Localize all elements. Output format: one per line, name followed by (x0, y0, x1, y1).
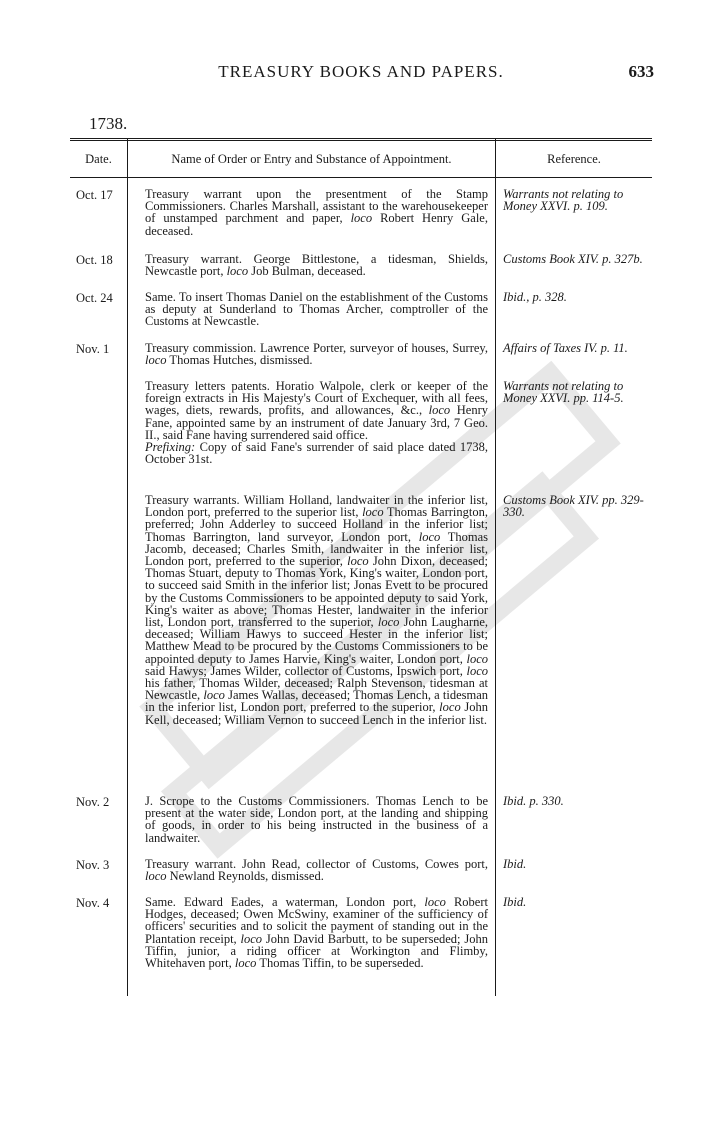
reference-text: Ibid. p. 330. (503, 794, 564, 808)
loco-word: loco (424, 895, 446, 909)
column-header-date: Date. (85, 152, 112, 166)
entry-text: Treasury commission. Lawrence Porter, surveyor of houses, Surrey, loco Thomas Hutches, dismissed. (145, 341, 488, 368)
loco-word: loco (418, 529, 441, 544)
entry-text: Treasury warrant. George Bittlestone, a tidesman, Shields, Newcastle port, loco Job Bulman, deceased. (145, 252, 488, 279)
table-top-rule (70, 138, 652, 139)
entry-prefix-paragraph (145, 441, 488, 465)
running-title: TREASURY BOOKS AND PAPERS. (218, 62, 504, 81)
reference-text: Customs Book XIV. p. 327b. (503, 252, 643, 266)
reference-text: Warrants not relating to Money XXVI. pp. 114-5. (503, 379, 624, 406)
entry-reference (503, 380, 653, 404)
loco-word: loco (240, 931, 263, 946)
entry-reference (503, 291, 653, 303)
loco-word: loco (145, 353, 167, 368)
entry-paragraph: Treasury letters patents. Horatio Walpole, clerk or keeper of the foreign extracts in His Majesty's Court of Exchequer, with all fees, wages, diets, rewards, profits, and allowances, &c., loco Henry Fane, appointed same by an instrument of date January 3rd, 7 Geo. II., said Fane having surrendered said office. (145, 379, 488, 442)
loco-word: loco (203, 688, 225, 703)
entry-reference (503, 188, 653, 212)
loco-word: loco (439, 700, 461, 715)
entry-reference (503, 494, 653, 518)
column-divider-date (127, 139, 128, 996)
running-head (0, 62, 722, 86)
loco-word: loco (226, 264, 249, 279)
page-number: 633 (628, 62, 654, 81)
entry-date: Nov. 4 (76, 896, 110, 910)
loco-word: loco (347, 554, 369, 569)
entry-reference (503, 795, 653, 807)
loco-word: loco (466, 663, 488, 678)
entry-date: Oct. 18 (76, 253, 113, 267)
loco-word: loco (362, 505, 384, 520)
entry-reference (503, 858, 653, 870)
reference-text: Ibid., p. 328. (503, 290, 567, 304)
table-header-rule (70, 177, 652, 178)
prefix-label: Prefixing: (145, 440, 196, 455)
reference-text: Ibid. (503, 895, 527, 909)
entry-text: J. Scrope to the Customs Commissioners. Thomas Lench to be present at the water side, London port, at the landing and shipping of goods, in order to his being instructed in the business of a landwaiter. (145, 794, 488, 845)
year-heading: 1738. (89, 114, 128, 133)
loco-word: loco (377, 615, 400, 630)
loco-word: loco (350, 211, 373, 226)
column-header-name: Name of Order or Entry and Substance of Appointment. (171, 152, 452, 166)
entry-date: Nov. 2 (76, 795, 110, 809)
column-divider-reference (495, 139, 496, 996)
entry-text: Treasury warrant. John Read, collector of Customs, Cowes port, loco Newland Reynolds, dismissed. (145, 857, 488, 884)
entry-date: Oct. 17 (76, 188, 113, 202)
reference-text: Warrants not relating to Money XXVI. p. 109. (503, 187, 624, 214)
prefix-text: Copy of said Fane's surrender of said place dated 1738, October 31st. (145, 440, 489, 467)
column-header-reference: Reference. (547, 152, 601, 166)
entry-text: Same. Edward Eades, a waterman, London port, loco Robert Hodges, deceased; Owen McSwiny, examiner of the sufficiency of officers' securities and to solicit the payment of standing out in the Plantation receipt, loco John David Barbutt, to be superseded; John Tiffin, junior, a riding officer at Workington and Flimby, Whitehaven port, loco Thomas Tiffin, to be superseded. (145, 895, 488, 971)
loco-word: loco (145, 869, 167, 884)
loco-word: loco (466, 651, 488, 666)
entry-text: Same. To insert Thomas Daniel on the establishment of the Customs as deputy at Sunderland to Thomas Archer, comptroller of the Customs at Newcastle. (145, 290, 488, 329)
entry-reference (503, 342, 653, 354)
table-top-rule-double (70, 140, 652, 141)
entry-text: Treasury warrant upon the presentment of the Stamp Commissioners. Charles Marshall, assistant to the warehousekeeper of unstamped parchment and paper, loco Robert Henry Gale, deceased. (145, 187, 488, 238)
entry-date: Nov. 1 (76, 342, 110, 356)
entry-reference (503, 896, 653, 908)
loco-word: loco (234, 956, 257, 971)
entry-reference (503, 253, 653, 265)
entry-text: Treasury warrants. William Holland, landwaiter in the inferior list, London port, preferred to the superior list, loco Thomas Barrington, preferred; John Adderley to succeed Holland in the inferior list; Thomas Barrington, land surveyor, London port, loco Thomas Jacomb, deceased; Charles Smith, landwaiter in the inferior list, London port, preferred to the superior, loco John Dixon, deceased; Thomas Stuart, deputy to Thomas York, King's waiter, London port, to succeed said Smith in the inferior list; Jonas Evett to be procured by the Customs Commissioners to be appointed deputy to said York, King's waiter as above; Thomas Hester, landwaiter in the inferior list, London port, transferred to the superior, loco John Laugharne, deceased; William Hawys to succeed Hester in the inferior list; Matthew Mead to be procured by the Customs Commissioners to be appointed deputy to James Harvie, King's waiter, London port, loco said Hawys; James Wilder, collector of Customs, Ipswich port, loco his father, Thomas Wilder, deceased; Ralph Stevenson, tidesman at Newcastle, loco James Wallas, deceased; Thomas Lench, a tidesman in the inferior list, London port, preferred to the superior, loco John Kell, deceased; William Vernon to succeed Lench in the inferior list. (145, 493, 489, 727)
loco-word: loco (428, 403, 451, 418)
entry-date: Nov. 3 (76, 858, 110, 872)
entry-date: Oct. 24 (76, 291, 113, 305)
entry-text (136, 380, 488, 465)
reference-text: Customs Book XIV. pp. 329-330. (503, 493, 644, 520)
reference-text: Affairs of Taxes IV. p. 11. (503, 341, 628, 355)
reference-text: Ibid. (503, 857, 527, 871)
